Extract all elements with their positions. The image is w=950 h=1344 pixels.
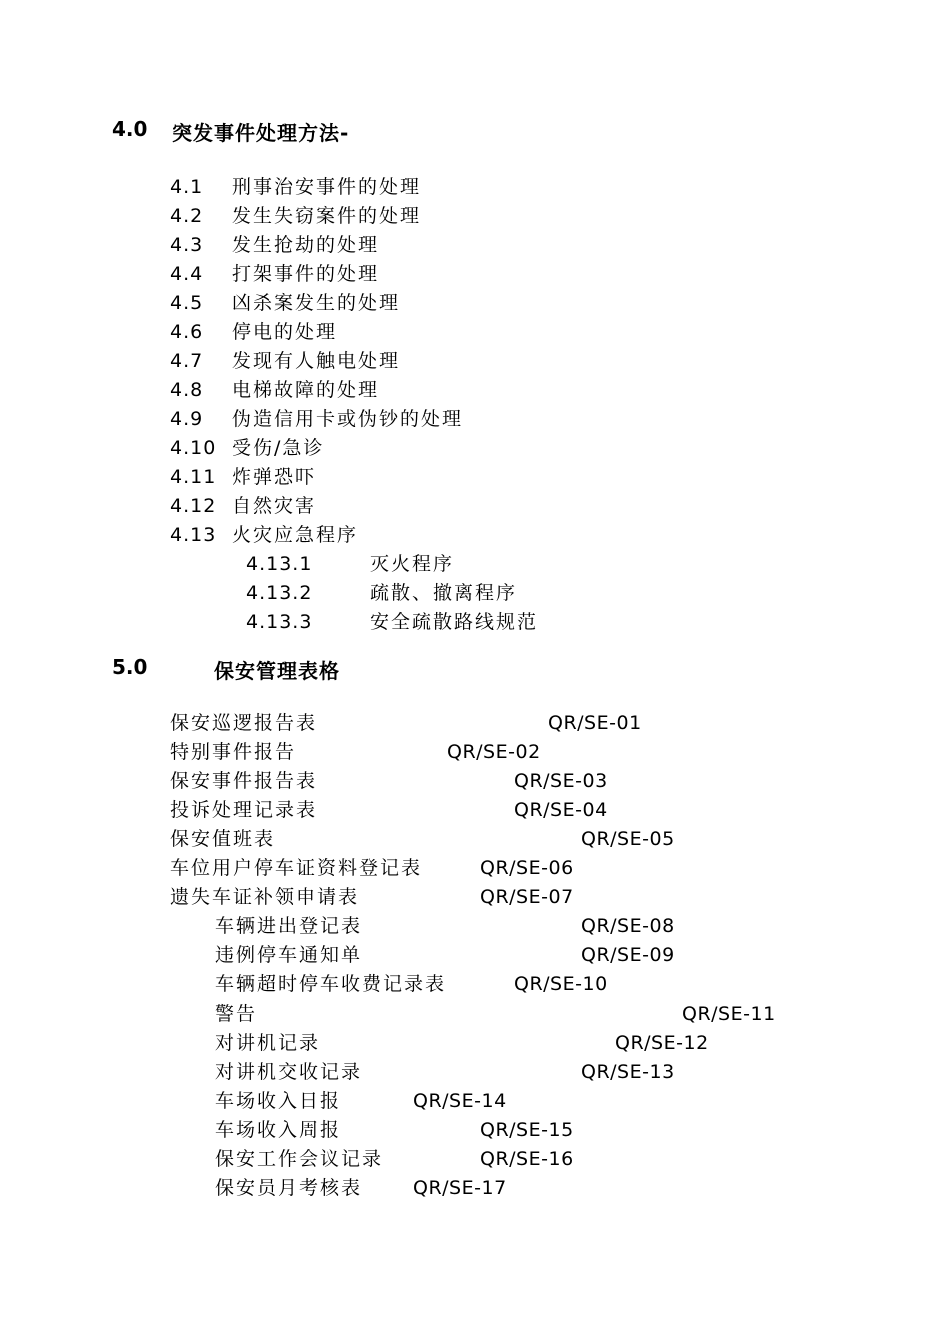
form-code: QR/SE-06 — [480, 857, 574, 879]
item-text: 火灾应急程序 — [232, 524, 359, 546]
section-4-number: 4.0 — [112, 117, 148, 141]
form-name: 车辆进出登记表 — [215, 915, 363, 937]
sub-item-number: 4.13.2 — [246, 582, 313, 604]
form-name: 保安事件报告表 — [170, 770, 318, 792]
section-5-number: 5.0 — [112, 655, 148, 679]
form-name: 保安值班表 — [170, 828, 276, 850]
sub-item-text: 疏散、撤离程序 — [370, 582, 518, 604]
form-code: QR/SE-04 — [514, 799, 608, 821]
form-code: QR/SE-10 — [514, 973, 608, 995]
form-code: QR/SE-16 — [480, 1148, 574, 1170]
item-number: 4.1 — [170, 176, 204, 198]
item-number: 4.9 — [170, 408, 204, 430]
form-name: 对讲机记录 — [215, 1032, 321, 1054]
item-number: 4.13 — [170, 524, 217, 546]
form-code: QR/SE-02 — [447, 741, 541, 763]
form-code: QR/SE-17 — [413, 1177, 507, 1199]
sub-item-text: 灭火程序 — [370, 553, 455, 575]
form-code: QR/SE-08 — [581, 915, 675, 937]
form-code: QR/SE-05 — [581, 828, 675, 850]
form-name: 特别事件报告 — [170, 741, 297, 763]
item-text: 凶杀案发生的处理 — [232, 292, 401, 314]
form-name: 保安员月考核表 — [215, 1177, 363, 1199]
item-text: 停电的处理 — [232, 321, 338, 343]
item-text: 发生失窃案件的处理 — [232, 205, 422, 227]
form-name: 保安巡逻报告表 — [170, 712, 318, 734]
item-number: 4.3 — [170, 234, 204, 256]
form-code: QR/SE-01 — [548, 712, 642, 734]
form-name: 遗失车证补领申请表 — [170, 886, 360, 908]
item-text: 电梯故障的处理 — [232, 379, 380, 401]
form-code: QR/SE-11 — [682, 1003, 776, 1025]
item-number: 4.6 — [170, 321, 204, 343]
item-number: 4.5 — [170, 292, 204, 314]
form-name: 保安工作会议记录 — [215, 1148, 384, 1170]
sub-item-number: 4.13.1 — [246, 553, 313, 575]
item-number: 4.2 — [170, 205, 204, 227]
form-name: 车场收入日报 — [215, 1090, 342, 1112]
sub-item-number: 4.13.3 — [246, 611, 313, 633]
item-number: 4.11 — [170, 466, 217, 488]
item-number: 4.4 — [170, 263, 204, 285]
form-name: 车辆超时停车收费记录表 — [215, 973, 447, 995]
item-text: 发生抢劫的处理 — [232, 234, 380, 256]
item-text: 刑事治安事件的处理 — [232, 176, 422, 198]
section-5-title: 保安管理表格 — [214, 659, 340, 683]
item-text: 自然灾害 — [232, 495, 317, 517]
form-name: 对讲机交收记录 — [215, 1061, 363, 1083]
item-number: 4.12 — [170, 495, 217, 517]
form-name: 违例停车通知单 — [215, 944, 363, 966]
form-name: 车场收入周报 — [215, 1119, 342, 1141]
form-code: QR/SE-03 — [514, 770, 608, 792]
item-number: 4.10 — [170, 437, 217, 459]
item-number: 4.8 — [170, 379, 204, 401]
item-text: 发现有人触电处理 — [232, 350, 401, 372]
form-code: QR/SE-09 — [581, 944, 675, 966]
item-number: 4.7 — [170, 350, 204, 372]
form-name: 投诉处理记录表 — [170, 799, 318, 821]
item-text: 受伤/急诊 — [232, 437, 325, 459]
form-code: QR/SE-07 — [480, 886, 574, 908]
form-name: 车位用户停车证资料登记表 — [170, 857, 423, 879]
form-code: QR/SE-15 — [480, 1119, 574, 1141]
item-text: 打架事件的处理 — [232, 263, 380, 285]
item-text: 炸弹恐吓 — [232, 466, 317, 488]
section-4-title: 突发事件处理方法- — [172, 121, 350, 145]
form-code: QR/SE-13 — [581, 1061, 675, 1083]
form-code: QR/SE-14 — [413, 1090, 507, 1112]
item-text: 伪造信用卡或伪钞的处理 — [232, 408, 464, 430]
sub-item-text: 安全疏散路线规范 — [370, 611, 539, 633]
form-name: 警告 — [215, 1003, 258, 1025]
form-code: QR/SE-12 — [615, 1032, 709, 1054]
